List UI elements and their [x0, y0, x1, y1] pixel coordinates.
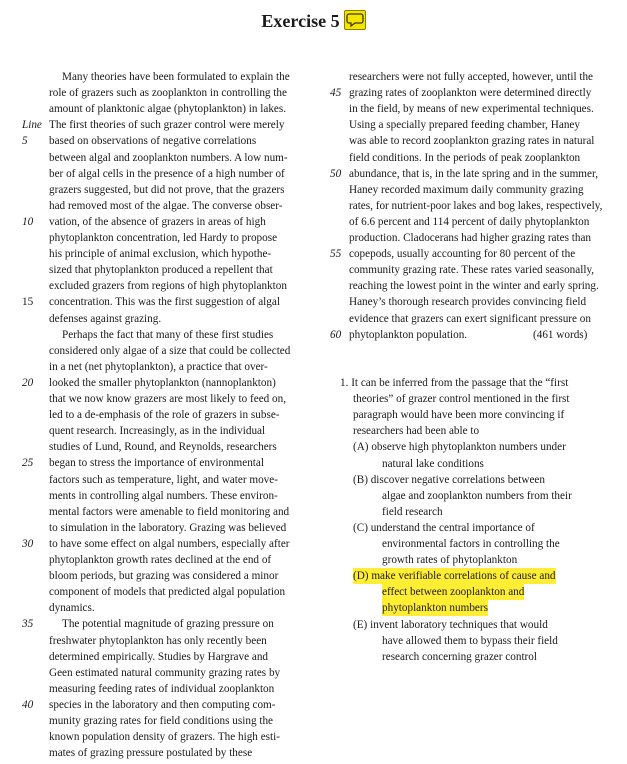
passage-line: reaching the lowest point in the winter and early spring. — [349, 280, 599, 293]
answer-option-line: (C) understand the central importance of — [353, 521, 535, 534]
passage-line: sized that phytoplankton produced a repellent that — [49, 264, 273, 277]
passage-line: Many theories have been formulated to explain the — [62, 71, 290, 83]
answer-option-line: (A) observe high phytoplankton numbers under — [353, 441, 566, 454]
passage-line: freshwater phytoplankton has only recently been — [49, 634, 267, 647]
highlighted-answer-line: phytoplankton numbers — [382, 600, 488, 616]
passage-line: factors such as temperature, light, and water move- — [49, 473, 278, 486]
passage-line: led to a de-emphasis of the role of grazers in subse- — [49, 409, 280, 422]
line-number: 40 — [22, 698, 34, 711]
passage-line: vation, of the absence of grazers in areas of high — [49, 215, 266, 228]
passage-line: researchers were not fully accepted, however, until the — [349, 71, 594, 83]
passage-line: Using a specially prepared feeding chamber, Haney — [349, 119, 580, 132]
passage-line: studies of Lund, Round, and Reynolds, researchers — [49, 441, 277, 454]
passage-line: abundance, that is, in the late spring and in the summer, — [349, 167, 599, 180]
passage-line: Perhaps the fact that many of these first studies — [62, 328, 274, 341]
line-number: 10 — [22, 215, 34, 228]
word-count: (461 words) — [533, 328, 588, 341]
answer-option-line: have allowed them to bypass their field — [382, 634, 558, 647]
passage-line: in the field, by means of new experimental techniques. — [349, 103, 594, 116]
passage-line: phytoplankton population. — [349, 328, 468, 341]
passage-line: between algal and zooplankton numbers. A low num- — [49, 151, 288, 164]
passage-line: The first theories of such grazer control were merely — [49, 119, 285, 132]
passage-line: began to stress the importance of environmental — [49, 457, 264, 470]
passage-line: grazing rates of zooplankton were determined directly — [349, 87, 592, 100]
line-number: 5 — [22, 135, 28, 148]
answer-option-line: (B) discover negative correlations between — [353, 473, 545, 486]
answer-option-line: (E) invent laboratory techniques that would — [353, 618, 548, 631]
passage-line: to simulation in the laboratory. Grazing was believed — [49, 521, 287, 534]
passage-line: grazers suggested, but did not prove, that the grazers — [49, 183, 285, 196]
passage-line: that we now know grazers are most likely to feed on, — [49, 393, 287, 405]
passage-line: bloom periods, but grazing was considered a minor — [49, 570, 279, 583]
passage-line: Haney recorded maximum daily community grazing — [349, 183, 584, 196]
line-number: 15 — [22, 296, 34, 309]
passage-line: Haney’s thorough research provides convincing field — [349, 296, 587, 309]
passage-line: evidence that grazers can exert significant pressure on — [349, 312, 591, 325]
passage-line: phytoplankton growth rates declined at the end of — [49, 554, 272, 566]
question-stem-first-line: 1. It can be inferred from the passage that the “first — [340, 377, 569, 389]
line-number: 20 — [22, 376, 34, 389]
answer-option-line: environmental factors in controlling the — [382, 538, 560, 550]
passage-line: role of grazers such as zooplankton in controlling the — [49, 87, 287, 100]
line-number: 25 — [22, 457, 34, 470]
passage-line: concentration. This was the first suggestion of algal — [49, 296, 280, 309]
passage-line: The potential magnitude of grazing pressure on — [62, 618, 274, 631]
passage-line: copepods, usually accounting for 80 percent of the — [349, 248, 576, 261]
passage-line: excluded grazers from regions of high phytoplankton — [49, 280, 287, 293]
page-title: Exercise 5 — [261, 10, 340, 31]
passage-line: was able to record zooplankton grazing rates in natural — [349, 135, 595, 148]
passage-line: community grazing rate. These rates varied seasonally, — [349, 264, 595, 277]
passage-line: Geen estimated natural community grazing rates by — [49, 666, 281, 679]
highlighted-answer-line: (D) make verifiable correlations of cause and — [353, 568, 556, 584]
passage-line: ber of algal cells in the presence of a high number of — [49, 167, 285, 180]
passage-line: amount of planktonic algae (phytoplankton) in lakes. — [49, 103, 287, 116]
answer-option-line: algae and zooplankton numbers from their — [382, 489, 572, 502]
answer-option-line: field research — [382, 505, 443, 518]
passage-line: measuring feeding rates of individual zooplankton — [49, 682, 275, 695]
line-number: 55 — [330, 248, 342, 261]
passage-line: phytoplankton concentration, led Hardy to propose — [49, 232, 278, 244]
passage-line: quent research. Increasingly, as in the individual — [49, 425, 266, 438]
highlighted-answer-line: effect between zooplankton and — [382, 584, 524, 600]
passage-line: species in the laboratory and then computing com- — [49, 698, 276, 711]
exercise-title-bar — [0, 8, 627, 32]
passage-line: based on observations of negative correlations — [49, 135, 257, 148]
line-number: Line — [22, 119, 42, 132]
line-number: 30 — [22, 537, 34, 550]
answer-option-line: natural lake conditions — [382, 457, 484, 470]
passage-line: mates of grazing pressure postulated by these — [49, 747, 253, 760]
passage-line: rates, for nutrient-poor lakes and bog lakes, respectively, — [349, 199, 603, 212]
sticky-note-icon[interactable] — [344, 10, 366, 30]
passage-line: dynamics. — [49, 602, 95, 615]
passage-line: his principle of animal exclusion, which hypothe- — [49, 248, 272, 261]
line-number: 50 — [330, 167, 342, 180]
passage-line: production. Cladocerans had higher grazing rates than — [349, 232, 592, 244]
passage-line: in a net (net phytoplankton), a practice that over- — [49, 360, 268, 373]
passage-line: defenses against grazing. — [49, 312, 162, 325]
line-number: 45 — [330, 87, 342, 100]
passage-line: mental factors were amenable to field monitoring and — [49, 505, 290, 518]
passage-line: had removed most of the algae. The converse obser- — [49, 199, 283, 212]
line-number: 35 — [22, 618, 34, 631]
passage-line: to have some effect on algal numbers, especially after — [49, 537, 290, 550]
passage-line: determined empirically. Studies by Hargrave and — [49, 650, 269, 663]
passage-line: of 6.6 percent and 114 percent of daily phytoplankton — [349, 215, 590, 228]
passage-line: known population density of grazers. The high esti- — [49, 731, 280, 744]
passage-line: considered only algae of a size that could be collected — [49, 344, 291, 357]
passage-line: munity grazing rates for field conditions using the — [49, 715, 274, 727]
passage-line: field conditions. In the periods of peak zooplankton — [349, 151, 581, 164]
question-stem-line: researchers had been able to — [353, 425, 480, 438]
line-number: 60 — [330, 328, 342, 341]
answer-option-line: growth rates of phytoplankton — [382, 554, 518, 567]
passage-line: ments in controlling algal numbers. These environ- — [49, 489, 278, 502]
passage-line: looked the smaller phytoplankton (nannoplankton) — [49, 376, 276, 389]
question-stem-line: theories” of grazer control mentioned in the first — [353, 393, 570, 406]
passage-line: component of models that predicted algal population — [49, 586, 286, 599]
answer-option-line: research concerning grazer control — [382, 650, 537, 663]
question-stem-line: paragraph would have been more convincing if — [353, 409, 565, 422]
